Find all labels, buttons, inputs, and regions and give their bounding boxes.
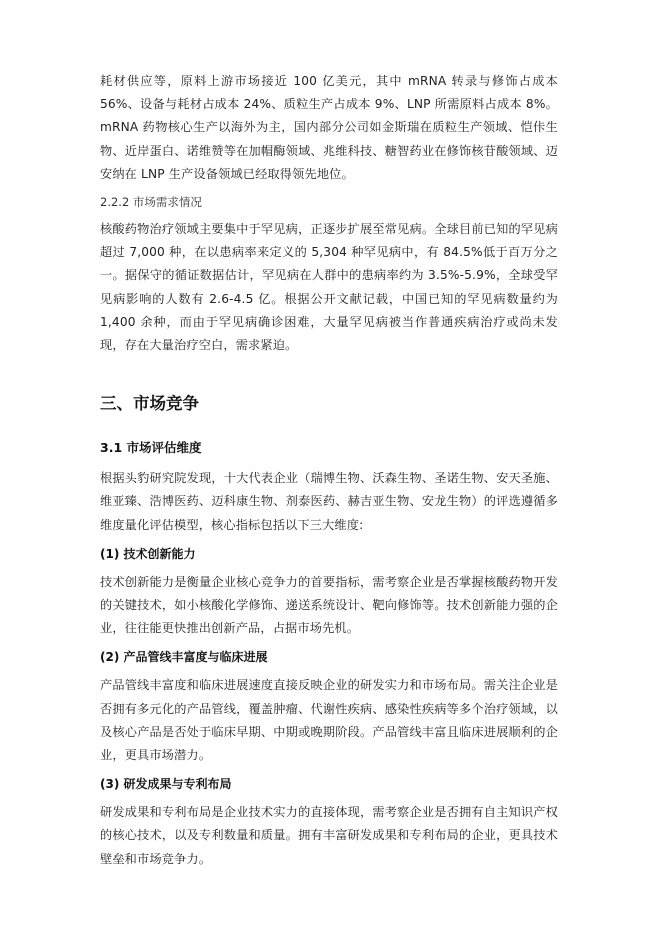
chapter-heading-market-competition: 三、市场竞争 bbox=[100, 394, 199, 414]
paragraph-rd-patents: 研发成果和专利布局是企业技术实力的直接体现，需考察企业是否拥有自主知识产权的核心技术，以及专利数量和质量。拥有丰富研发成果和专利布局的企业，更具技术壁垒和市场竞争力。 bbox=[100, 805, 558, 866]
paragraph-tech-innovation: 技术创新能力是衡量企业核心竞争力的首要指标，需考察企业是否掌握核酸药物开发的关键技术，如小核酸化学修饰、递送系统设计、靶向修饰等。技术创新能力强的企业，往往能更快推出创新产品，占据市场先机。 bbox=[100, 574, 558, 636]
paragraph-pipeline: 产品管线丰富度和临床进展速度直接反映企业的研发实力和市场布局。需关注企业是否拥有多元化的产品管线，覆盖肿瘤、代谢性疾病、感染性疾病等多个治疗领域，以及核心产品是否处于临床早期、中期或晚期阶段。产品管线丰富且临床进展顺利的企业，更具市场潜力。 bbox=[100, 678, 558, 763]
subsection-heading-market-demand: 2.2.2 市场需求情况 bbox=[100, 195, 202, 210]
dimension-heading-pipeline: (2) 产品管线丰富度与临床进展 bbox=[100, 650, 268, 665]
paragraph-upstream-supply: 耗材供应等，原料上游市场接近 100 亿美元，其中 mRNA 转录与修饰占成本 56%、设备与耗材占成本 24%、质粒生产占成本 9%、LNP 所需原料占成本 8%。mRNA 药物核心生产以海外为主，国内部分公司如金斯瑞在质粒生产领域、恺佧生物、近岸蛋白、诺维赞等在加帽酶领域、兆维科技、糖智药业在修饰核苷酸领域、迈安纳在 LNP 生产设备领域已经取得领先地位。 bbox=[100, 74, 558, 181]
paragraph-evaluation-intro: 根据头豹研究院发现，十大代表企业（瑞博生物、沃森生物、圣诺生物、安天圣施、维亚臻、浩博医药、迈科康生物、剂泰医药、赫吉亚生物、安龙生物）的评选遵循多维度量化评估模型，核心指标包括以下三大维度: bbox=[100, 471, 558, 532]
dimension-heading-rd-patents: (3) 研发成果与专利布局 bbox=[100, 777, 232, 792]
section-heading-evaluation-dimensions: 3.1 市场评估维度 bbox=[100, 440, 202, 456]
paragraph-market-demand: 核酸药物治疗领域主要集中于罕见病，正逐步扩展至常见病。全球目前已知的罕见病超过 7,000 种，在以患病率来定义的 5,304 种罕见病中，有 84.5%低于百万分之一。据保守的循证数据估计，罕见病在人群中的患病率约为 3.5%-5.9%，全球受罕见病影响的人数有 2.6-4.5 亿。根据公开文献记载，中国已知的罕见病数量约为 1,400 余种，而由于罕见病确诊困难，大量罕见病被当作普通疾病治疗或尚未发现，存在大量治疗空白，需求紧迫。 bbox=[100, 222, 558, 353]
dimension-heading-tech-innovation: (1) 技术创新能力 bbox=[100, 546, 196, 561]
